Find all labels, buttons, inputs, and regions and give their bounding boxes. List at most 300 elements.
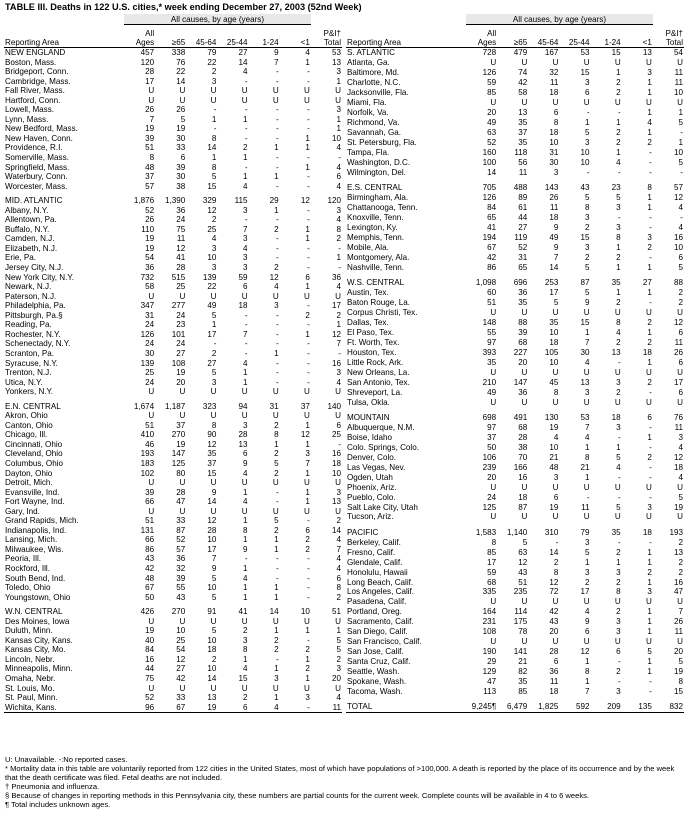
value-cell: 42 <box>549 607 559 617</box>
value-cell: 347 <box>140 301 155 311</box>
value-cell: - <box>275 153 279 163</box>
value-cell: U <box>552 367 559 377</box>
value-cell: 15 <box>207 468 217 478</box>
value-cell: 49 <box>207 301 217 311</box>
value-cell: - <box>338 439 341 449</box>
reporting-area-cell: New York City, N.Y. <box>5 272 74 282</box>
footnote: * Mortality data in this table are voluntarily reported from 122 cities in the United States, most of which have populations of >100,000. A death is reported by the place of its occurrence and by the week that the death certificate was filed. Fetal deaths are not included. <box>5 764 675 782</box>
value-cell: - <box>338 153 341 163</box>
reporting-area-cell: Toledo, Ohio <box>5 583 51 593</box>
value-cell: 22 <box>207 282 217 292</box>
value-cell: 210 <box>482 377 497 387</box>
reporting-area-cell: Houston, Tex. <box>347 347 397 357</box>
value-cell: 51 <box>145 516 155 526</box>
table-row <box>346 58 684 68</box>
value-cell: 2 <box>647 567 652 577</box>
value-cell: 1 <box>647 262 652 272</box>
value-cell: 1 <box>616 118 621 127</box>
value-cell: 28 <box>176 263 186 273</box>
table-row <box>4 617 342 627</box>
table-row <box>4 273 342 283</box>
value-cell: - <box>307 592 310 602</box>
value-cell: U <box>272 95 279 105</box>
value-cell: U <box>335 411 341 421</box>
value-cell: - <box>244 339 248 349</box>
reporting-area-cell: Des Moines, Iowa <box>5 616 70 626</box>
value-cell: 4 <box>585 607 590 617</box>
table-row <box>4 234 342 244</box>
reporting-area-cell: Birmingham, Ala. <box>347 193 409 202</box>
table-row <box>346 667 684 677</box>
value-cell: 52 <box>145 205 155 215</box>
value-cell: 6 <box>180 153 186 163</box>
value-cell: - <box>307 583 310 593</box>
value-cell: 2 <box>678 537 683 547</box>
value-cell: U <box>614 512 621 522</box>
reporting-area-cell: Wilmington, Del. <box>347 167 406 177</box>
value-cell: 19 <box>145 234 155 244</box>
table-row <box>4 206 342 216</box>
value-cell: U <box>646 512 652 522</box>
value-cell: 1 <box>274 626 279 636</box>
value-cell: 27 <box>642 277 652 287</box>
value-cell: U <box>210 86 217 96</box>
table-row <box>346 128 684 138</box>
value-cell: U <box>614 307 621 317</box>
value-cell: 52 <box>518 242 528 252</box>
table-row <box>346 502 684 512</box>
value-cell: 87 <box>580 277 590 287</box>
reporting-area-cell: San Diego, Calif. <box>347 627 408 637</box>
value-cell: 1 <box>274 544 279 554</box>
value-cell: 1,390 <box>165 196 186 206</box>
reporting-area-cell: Little Rock, Ark. <box>347 357 404 367</box>
value-cell: 5 <box>211 368 217 378</box>
value-cell: - <box>307 253 310 263</box>
value-cell: U <box>148 95 155 105</box>
value-cell: 2 <box>616 387 621 397</box>
value-cell: - <box>244 554 248 564</box>
value-cell: 28 <box>176 487 186 497</box>
value-cell: 18 <box>518 492 528 502</box>
value-cell: 4 <box>336 215 341 225</box>
value-cell: U <box>677 98 683 108</box>
value-cell: 2 <box>305 310 310 320</box>
table-row <box>4 330 342 340</box>
value-cell: 24 <box>145 320 155 330</box>
table-row <box>346 88 684 98</box>
value-cell: U <box>583 98 590 108</box>
value-cell: 33 <box>176 516 186 526</box>
value-cell: U <box>179 478 186 488</box>
value-cell: U <box>304 291 310 301</box>
value-cell: 8 <box>616 317 621 327</box>
value-cell: - <box>307 339 310 349</box>
reporting-area-cell: New Bedford, Mass. <box>5 124 78 134</box>
value-cell: 410 <box>140 430 155 440</box>
value-cell: - <box>275 253 279 263</box>
reporting-area-cell: Richmond, Va. <box>347 118 400 127</box>
value-cell: 24 <box>145 339 155 349</box>
value-cell: 120 <box>140 57 155 67</box>
value-cell: 4 <box>336 535 341 545</box>
value-cell: 125 <box>482 502 497 512</box>
value-cell: U <box>335 506 341 516</box>
value-cell: 8 <box>553 567 559 577</box>
table-row <box>4 349 342 359</box>
value-cell: 12 <box>518 557 528 567</box>
value-cell: 2 <box>616 667 621 677</box>
reporting-area-cell: Fort Wayne, Ind. <box>5 497 65 507</box>
table-row <box>346 358 684 368</box>
value-cell: 16 <box>331 358 341 368</box>
value-cell: 18 <box>549 337 559 347</box>
value-cell: 26 <box>673 347 683 357</box>
value-cell: U <box>179 506 186 516</box>
value-cell: 27 <box>518 222 528 232</box>
reporting-area-cell: Lynn, Mass. <box>5 114 49 124</box>
value-cell: 1 <box>305 626 310 636</box>
col-65-plus: ≥65 <box>497 25 528 48</box>
table-row <box>4 225 342 235</box>
value-cell: 20 <box>487 108 497 118</box>
reporting-area-cell: Boise, Idaho <box>347 432 392 442</box>
value-cell: 6 <box>305 272 310 282</box>
value-cell: 24 <box>487 492 497 502</box>
value-cell: U <box>490 397 497 407</box>
value-cell: 18 <box>549 687 559 697</box>
value-cell: 1 <box>647 432 652 442</box>
table-row <box>346 278 684 288</box>
value-cell: 1 <box>647 127 652 137</box>
value-cell: 10 <box>580 147 590 157</box>
value-cell: 270 <box>171 607 186 617</box>
value-cell: 5 <box>274 458 279 468</box>
reporting-area-cell: PACIFIC <box>347 527 379 537</box>
value-cell: - <box>275 368 279 378</box>
value-cell: U <box>335 291 341 301</box>
value-cell: 25 <box>145 368 155 378</box>
value-cell: U <box>677 367 683 377</box>
value-cell: 12 <box>549 577 559 587</box>
value-cell: 698 <box>482 412 497 422</box>
value-cell: 43 <box>549 617 559 627</box>
value-cell: 7 <box>553 252 559 262</box>
value-cell: U <box>210 506 217 516</box>
value-cell: 47 <box>176 497 186 507</box>
value-cell: 1 <box>616 242 621 252</box>
value-cell: U <box>304 506 310 516</box>
value-cell: 115 <box>234 196 248 206</box>
value-cell: 36 <box>518 387 528 397</box>
col-pi-total: P&I† Total <box>311 25 342 48</box>
value-cell: 87 <box>518 502 528 512</box>
value-cell: U <box>646 367 652 377</box>
value-cell: 2 <box>678 557 683 567</box>
value-cell: 15 <box>580 317 590 327</box>
table-row <box>4 172 342 182</box>
value-cell: 3 <box>243 253 248 263</box>
table-row <box>346 78 684 88</box>
table-row <box>346 138 684 148</box>
table-row <box>4 311 342 321</box>
value-cell: 28 <box>518 432 528 442</box>
reporting-area-cell: San Antonio, Tex. <box>347 377 410 387</box>
value-cell: 5 <box>211 573 217 583</box>
value-cell: 5 <box>678 657 683 667</box>
value-cell: - <box>307 105 310 115</box>
value-cell: 2 <box>305 535 310 545</box>
value-cell: 5 <box>553 297 559 307</box>
value-cell: 1 <box>585 327 590 337</box>
value-cell: 43 <box>176 592 186 602</box>
value-cell: 8 <box>243 525 248 535</box>
table-row <box>4 421 342 431</box>
table-row <box>4 411 342 421</box>
value-cell: - <box>275 234 279 244</box>
value-cell: 100 <box>482 157 497 167</box>
reporting-area-cell: Rochester, N.Y. <box>5 329 61 339</box>
value-cell: - <box>307 114 310 124</box>
value-cell: 592 <box>559 702 590 713</box>
value-cell: - <box>617 537 621 547</box>
value-cell: 393 <box>482 347 497 357</box>
value-cell: 3 <box>274 674 279 683</box>
col-65-plus: ≥65 <box>155 25 186 48</box>
value-cell: 6 <box>585 88 590 98</box>
value-cell: 3 <box>274 301 279 311</box>
value-cell: 3 <box>616 627 621 637</box>
value-cell: 1 <box>336 114 341 124</box>
value-cell: 67 <box>487 242 497 252</box>
value-cell: 1 <box>336 124 341 134</box>
value-cell: 53 <box>580 412 590 422</box>
value-cell: 3 <box>678 432 683 442</box>
value-cell: 86 <box>487 262 497 272</box>
value-cell: 17 <box>487 557 497 567</box>
value-cell: 17 <box>145 76 155 86</box>
value-cell: 4 <box>585 357 590 367</box>
value-cell: 72 <box>549 587 559 597</box>
value-cell: U <box>552 307 559 317</box>
value-cell: U <box>677 58 683 68</box>
value-cell: 82 <box>518 667 528 677</box>
value-cell: 190 <box>482 647 497 657</box>
table-row <box>4 134 342 144</box>
value-cell: 11 <box>674 78 683 88</box>
value-cell: U <box>241 291 248 301</box>
value-cell: 3 <box>616 377 621 387</box>
value-cell: - <box>275 320 279 330</box>
table-row <box>346 288 684 298</box>
reporting-area-cell: Norfolk, Va. <box>347 108 389 118</box>
value-cell: 5 <box>678 118 683 127</box>
value-cell: 6 <box>243 282 248 292</box>
table-row <box>4 430 342 440</box>
col-all-ages: All Ages <box>466 25 497 48</box>
value-cell: 13 <box>207 693 217 703</box>
value-cell: - <box>649 387 652 397</box>
value-cell: 10 <box>549 137 559 147</box>
value-cell: 11 <box>550 202 559 212</box>
value-cell: 14 <box>549 262 559 272</box>
value-cell: 1 <box>305 57 310 67</box>
value-cell: 16 <box>145 654 155 664</box>
reporting-area-cell: Buffalo, N.Y. <box>5 224 50 234</box>
reporting-area-cell: Pueblo, Colo. <box>347 492 396 502</box>
value-cell: 5 <box>585 287 590 297</box>
value-cell: 106 <box>482 452 497 462</box>
value-cell: 19 <box>145 243 155 253</box>
value-cell: 63 <box>518 547 528 557</box>
table-row <box>346 98 684 108</box>
footnote: ¶ Total includes unknown ages. <box>5 800 111 809</box>
value-cell: 1 <box>585 677 590 687</box>
reporting-area-cell: Lansing, Mich. <box>5 535 58 545</box>
reporting-area-cell: Lexington, Ky. <box>347 222 398 232</box>
reporting-area-cell: Nashville, Tenn. <box>347 262 404 272</box>
value-cell: 1 <box>678 108 683 118</box>
value-cell: - <box>307 301 310 311</box>
value-cell: 1 <box>647 657 652 667</box>
value-cell: 12 <box>176 654 186 664</box>
value-cell: - <box>307 76 310 86</box>
value-cell: 2 <box>274 635 279 645</box>
value-cell: 59 <box>487 78 497 88</box>
value-cell: 11 <box>518 167 528 177</box>
reporting-area-cell: Savannah, Ga. <box>347 127 401 137</box>
value-cell: 253 <box>544 277 559 287</box>
value-cell: 5 <box>211 172 217 182</box>
table-row <box>4 535 342 545</box>
value-cell: U <box>210 291 217 301</box>
table-row <box>346 213 684 223</box>
value-cell: 39 <box>518 327 528 337</box>
value-cell: 1 <box>647 667 652 677</box>
value-cell: 15 <box>238 674 248 683</box>
value-cell: 1 <box>305 162 310 172</box>
value-cell: 8 <box>491 537 497 547</box>
value-cell: - <box>307 348 310 358</box>
value-cell: 1 <box>647 78 652 88</box>
value-cell: 4 <box>553 432 559 442</box>
value-cell: 1 <box>647 108 652 118</box>
value-cell: U <box>552 58 559 68</box>
value-cell: 3 <box>616 687 621 697</box>
value-cell: 1 <box>616 442 621 452</box>
value-cell: 4 <box>336 181 341 191</box>
value-cell: 1 <box>647 88 652 98</box>
value-cell: U <box>490 58 497 68</box>
value-cell: 705 <box>482 183 497 193</box>
table-row <box>4 626 342 636</box>
value-cell: 2 <box>585 577 590 587</box>
reporting-area-cell: Dallas, Tex. <box>347 317 389 327</box>
table-row <box>4 497 342 507</box>
value-cell: 4 <box>243 468 248 478</box>
value-cell: 28 <box>145 67 155 77</box>
value-cell: 18 <box>549 127 559 137</box>
value-cell: - <box>275 563 279 573</box>
value-cell: 27 <box>238 48 248 57</box>
value-cell: U <box>646 637 652 647</box>
value-cell: 12 <box>207 205 217 215</box>
value-cell: 12 <box>300 430 310 440</box>
reporting-area-cell: Atlanta, Ga. <box>347 58 390 68</box>
value-cell: 13 <box>518 108 528 118</box>
value-cell: 1 <box>305 497 310 507</box>
value-cell: 26 <box>145 215 155 225</box>
value-cell: U <box>272 411 279 421</box>
value-cell: 4 <box>243 243 248 253</box>
value-cell: 7 <box>149 114 155 124</box>
value-cell: - <box>275 339 279 349</box>
reporting-area-cell: Tacoma, Wash. <box>347 687 403 697</box>
value-cell: 24 <box>145 377 155 387</box>
value-cell: 8 <box>553 387 559 397</box>
value-cell: 49 <box>487 118 497 127</box>
table-row <box>346 193 684 203</box>
value-cell: 6,479 <box>497 702 528 713</box>
value-cell: 2 <box>647 337 652 347</box>
value-cell: 12 <box>176 243 186 253</box>
table-row <box>4 77 342 87</box>
value-cell: 26 <box>549 193 559 202</box>
value-cell: 3 <box>211 377 217 387</box>
value-cell: 15 <box>673 687 683 697</box>
value-cell: 3 <box>243 234 248 244</box>
value-cell: 2 <box>211 67 217 77</box>
reporting-area-cell: NEW ENGLAND <box>5 48 66 57</box>
value-cell: 9 <box>211 563 217 573</box>
value-cell: 2 <box>305 645 310 655</box>
value-cell: 6 <box>553 657 559 667</box>
value-cell: 56 <box>518 157 528 167</box>
reporting-area-cell: Shreveport, La. <box>347 387 403 397</box>
value-cell: 7 <box>243 224 248 234</box>
value-cell: U <box>614 482 621 492</box>
value-cell: 85 <box>487 547 497 557</box>
value-cell: U <box>677 307 683 317</box>
value-cell: 3 <box>585 78 590 88</box>
value-cell: 2 <box>336 654 341 664</box>
reporting-area-cell: Newark, N.J. <box>5 282 52 292</box>
reporting-area-cell: Camden, N.J. <box>5 234 55 244</box>
reporting-area-cell: San Jose, Calif. <box>347 647 404 657</box>
value-cell: 85 <box>518 687 528 697</box>
value-cell: U <box>490 98 497 108</box>
table-row <box>346 442 684 452</box>
table-row <box>4 488 342 498</box>
value-cell: 6 <box>678 387 683 397</box>
value-cell: 4 <box>336 143 341 153</box>
value-cell: 1 <box>647 547 652 557</box>
value-cell: - <box>275 215 279 225</box>
value-cell: 11 <box>674 68 683 78</box>
value-cell: U <box>272 387 279 397</box>
reporting-area-cell: Glendale, Calif. <box>347 557 403 567</box>
value-cell: 17 <box>207 329 217 339</box>
value-cell: - <box>275 358 279 368</box>
value-cell: U <box>304 683 310 693</box>
reporting-area-cell: Phoenix, Ariz. <box>347 482 397 492</box>
value-cell: 2 <box>243 693 248 703</box>
value-cell: 5 <box>585 262 590 272</box>
table-row <box>346 702 684 713</box>
group-header: All causes, by age (years) <box>466 14 653 25</box>
value-cell: 231 <box>482 617 497 627</box>
value-cell: 35 <box>611 527 621 537</box>
